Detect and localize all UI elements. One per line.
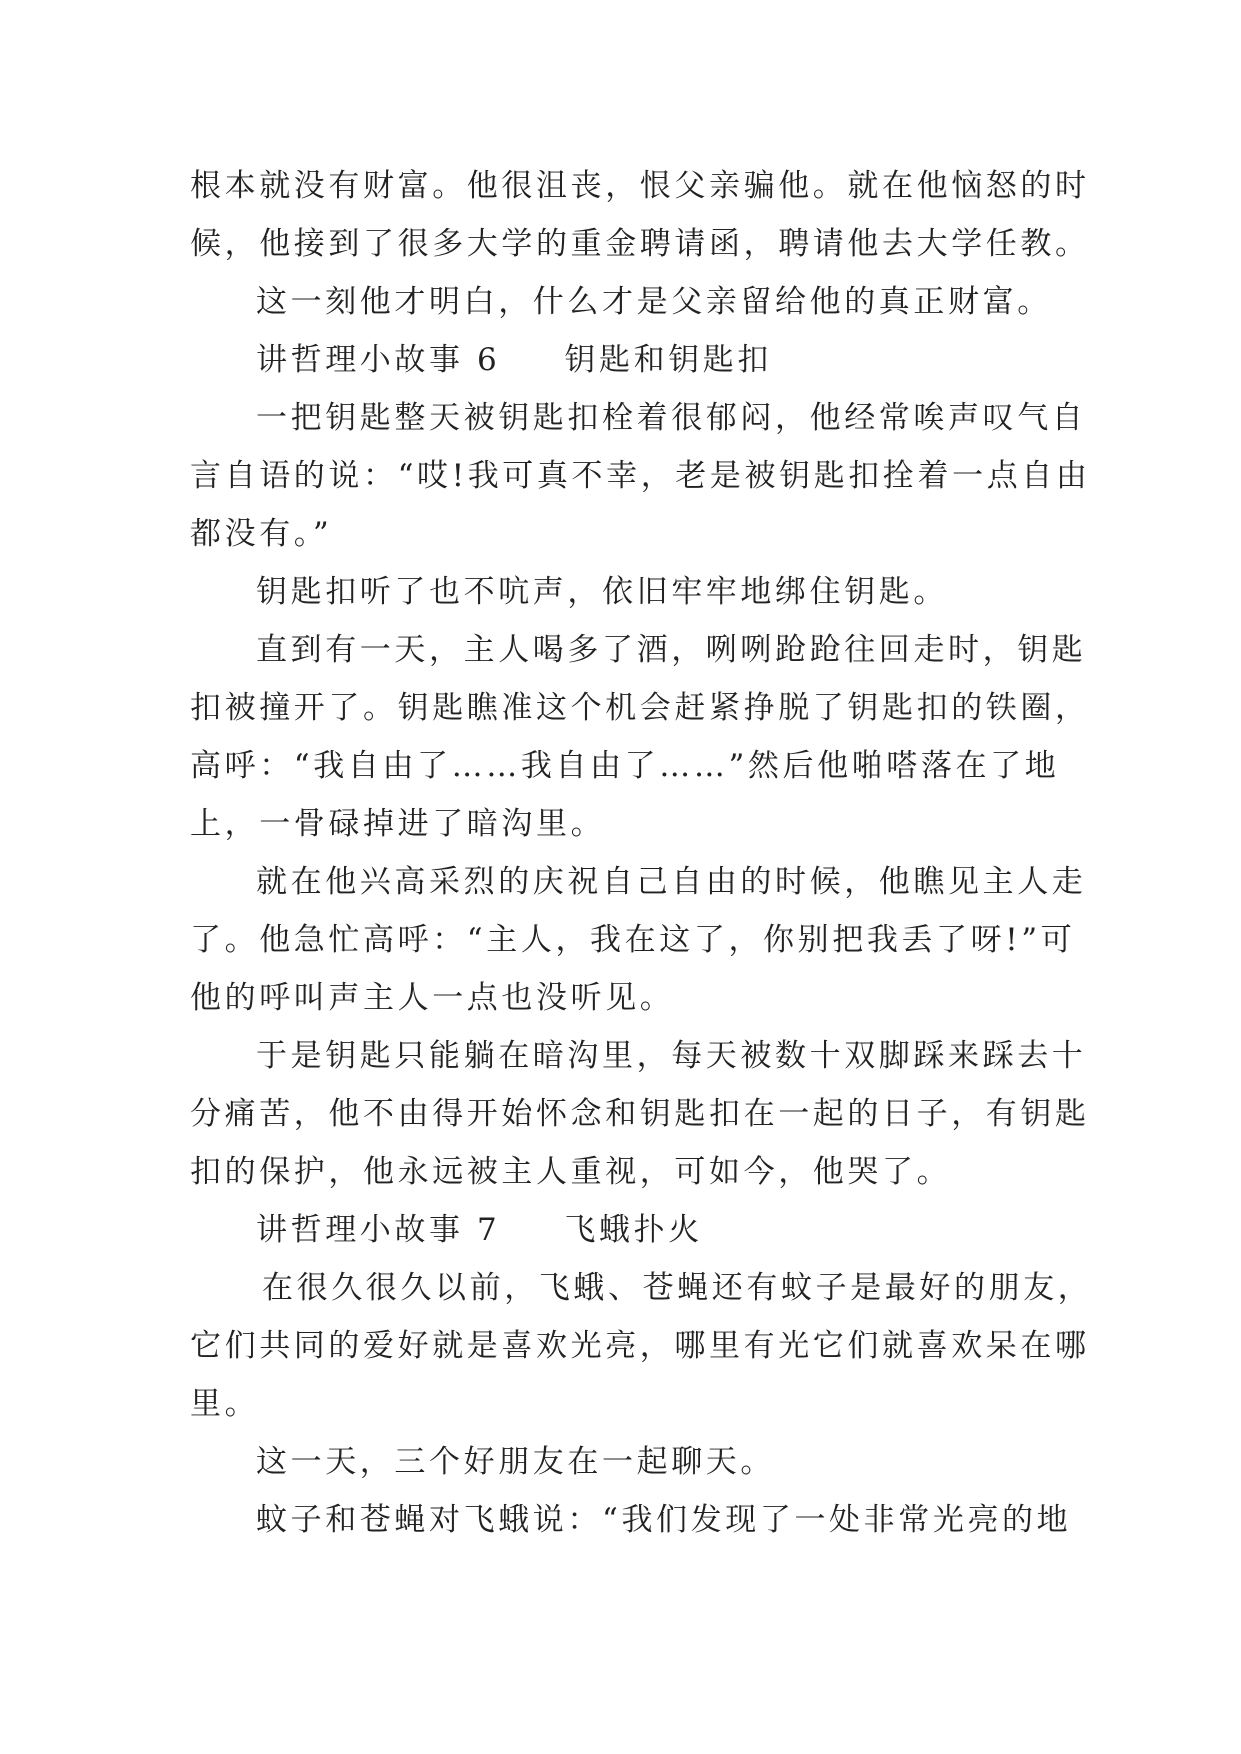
story-heading-label: 讲哲理小故事 6	[256, 342, 501, 378]
text-line: 扣的保护，他永远被主人重视，可如今，他哭了。	[190, 1154, 952, 1190]
text-line: 根本就没有财富。他很沮丧，恨父亲骗他。就在他恼怒的时	[190, 168, 1090, 204]
story-heading	[256, 1200, 703, 1260]
text-line: 于是钥匙只能躺在暗沟里，每天被数十双脚踩来踩去十	[256, 1038, 1087, 1074]
text-line: 直到有一天，主人喝多了酒，咧咧跄跄往回走时，钥匙	[256, 632, 1087, 668]
text-line: 了。他急忙高呼：“主人，我在这了，你别把我丢了呀!”可	[190, 922, 1076, 958]
story-heading-title: 钥匙和钥匙扣	[564, 342, 772, 378]
text-line: 他的呼叫声主人一点也没听见。	[190, 980, 675, 1016]
text-line: 在很久很久以前，飞蛾、苍蝇还有蚊子是最好的朋友，	[262, 1270, 1093, 1306]
text-line: 高呼：“我自由了……我自由了……”然后他啪嗒落在了地	[190, 748, 1060, 784]
text-line: 扣被撞开了。钥匙瞧准这个机会赶紧挣脱了钥匙扣的铁圈，	[190, 690, 1090, 726]
text-line: 都没有。”	[190, 516, 333, 552]
text-line: 这一刻他才明白，什么才是父亲留给他的真正财富。	[256, 284, 1052, 320]
story-heading-title: 飞蛾扑火	[564, 1212, 703, 1248]
story-heading	[256, 330, 772, 390]
text-line: 上，一骨碌掉进了暗沟里。	[190, 806, 606, 842]
text-line: 蚊子和苍蝇对飞蛾说：“我们发现了一处非常光亮的地	[256, 1502, 1072, 1538]
text-line: 一把钥匙整天被钥匙扣栓着很郁闷，他经常唉声叹气自	[256, 400, 1087, 436]
text-line: 候，他接到了很多大学的重金聘请函，聘请他去大学任教。	[190, 226, 1090, 262]
text-line: 这一天，三个好朋友在一起聊天。	[256, 1444, 775, 1480]
text-line: 里。	[190, 1386, 260, 1422]
text-line: 言自语的说：“哎!我可真不幸，老是被钥匙扣拴着一点自由	[190, 458, 1091, 494]
story-heading-label: 讲哲理小故事 7	[256, 1212, 501, 1248]
text-line: 就在他兴高采烈的庆祝自己自由的时候，他瞧见主人走	[256, 864, 1087, 900]
text-line: 它们共同的爱好就是喜欢光亮，哪里有光它们就喜欢呆在哪	[190, 1328, 1090, 1364]
text-line: 分痛苦，他不由得开始怀念和钥匙扣在一起的日子，有钥匙	[190, 1096, 1090, 1132]
text-line: 钥匙扣听了也不吭声，依旧牢牢地绑住钥匙。	[256, 574, 948, 610]
